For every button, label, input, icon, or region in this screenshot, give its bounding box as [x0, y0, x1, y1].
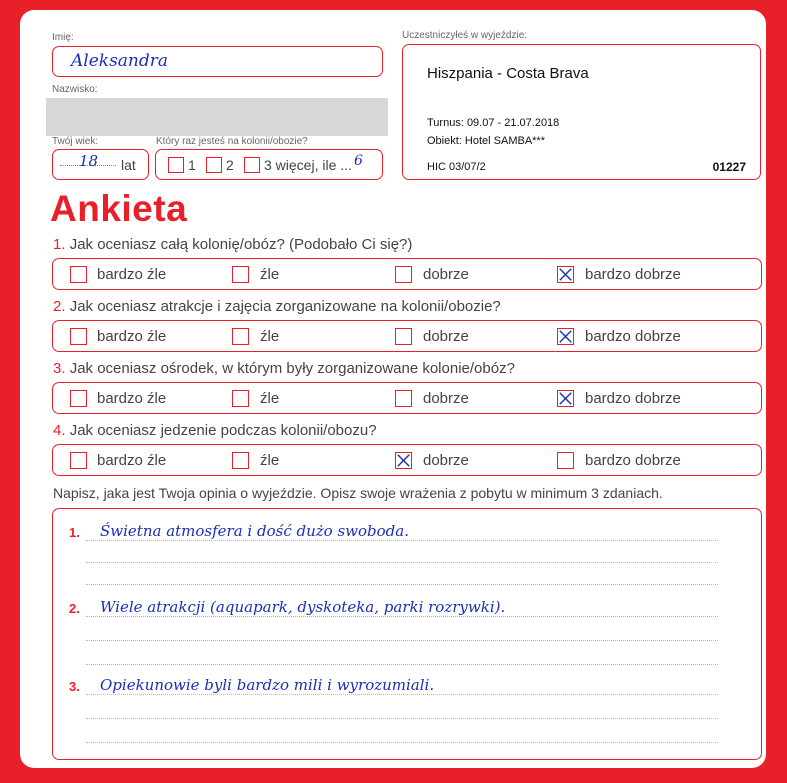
times-option-1: 1: [188, 157, 196, 173]
checkbox-dobrze-checked[interactable]: [395, 452, 412, 469]
checkbox-bardzo-zle[interactable]: [70, 390, 87, 407]
answer-label-bardzo-zle: bardzo źle: [97, 266, 167, 283]
checkbox-dobrze[interactable]: [395, 266, 412, 283]
answer-label-dobrze: dobrze: [423, 328, 469, 345]
trip-code: HIC 03/07/2: [427, 161, 486, 173]
writing-line: [86, 664, 718, 665]
opinion-number: 1.: [69, 525, 80, 540]
checkbox-bardzo-dobrze-checked[interactable]: [557, 266, 574, 283]
answer-label-dobrze: dobrze: [423, 266, 469, 283]
surname-label: Nazwisko:: [52, 84, 98, 95]
trip-number: 01227: [712, 160, 746, 174]
answer-label-zle: źle: [260, 328, 280, 345]
question-number: 4.: [53, 422, 66, 439]
opinion-prompt: Napisz, jaka jest Twoja opinia o wyjeździe. Opisz swoje wrażenia z pobytu w minimum 3 zdaniach.: [53, 485, 663, 501]
checkbox-bardzo-zle[interactable]: [70, 266, 87, 283]
question-number: 1.: [53, 236, 66, 253]
name-value: Aleksandra: [71, 51, 169, 71]
checkbox-bardzo-dobrze-checked[interactable]: [557, 390, 574, 407]
answer-label-bardzo-dobrze: bardzo dobrze: [585, 266, 681, 283]
opinion-text: Wiele atrakcji (aquapark, dyskoteka, parki rozrywki).: [100, 598, 506, 616]
writing-line: [86, 640, 718, 641]
checkbox-zle[interactable]: [232, 328, 249, 345]
checkbox-bardzo-zle[interactable]: [70, 328, 87, 345]
writing-line: [86, 616, 718, 617]
age-value: 18: [79, 152, 99, 170]
writing-line: [86, 562, 718, 563]
question-text: Jak oceniasz jedzenie podczas kolonii/obozu?: [69, 422, 377, 439]
answer-label-zle: źle: [260, 266, 280, 283]
question-text: Jak oceniasz ośrodek, w którym były zorganizowane kolonie/obóz?: [69, 360, 515, 377]
question-3: [53, 360, 515, 377]
answer-label-dobrze: dobrze: [423, 452, 469, 469]
times-checkbox-3[interactable]: [244, 157, 260, 173]
trip-turnus: Turnus: 09.07 - 21.07.2018: [427, 117, 560, 129]
opinion-text: Świetna atmosfera i dość dużo swoboda.: [100, 522, 409, 540]
checkbox-zle[interactable]: [232, 452, 249, 469]
times-option-3: 3 więcej, ile ...: [264, 157, 352, 173]
checkbox-zle[interactable]: [232, 266, 249, 283]
checkbox-zle[interactable]: [232, 390, 249, 407]
checkbox-bardzo-dobrze[interactable]: [557, 452, 574, 469]
checkbox-bardzo-zle[interactable]: [70, 452, 87, 469]
age-field[interactable]: [52, 149, 149, 180]
trip-destination: Hiszpania - Costa Brava: [427, 65, 589, 82]
answer-label-zle: źle: [260, 390, 280, 407]
times-value: 6: [354, 153, 363, 169]
writing-line: [86, 584, 718, 585]
times-label: Który raz jesteś na kolonii/obozie?: [156, 136, 308, 147]
opinion-text: Opiekunowie byli bardzo mili i wyrozumiali.: [100, 676, 435, 694]
surname-redacted: [46, 98, 388, 136]
checkbox-dobrze[interactable]: [395, 328, 412, 345]
question-text: Jak oceniasz atrakcje i zajęcia zorganizowane na kolonii/obozie?: [69, 298, 501, 315]
times-checkbox-2[interactable]: [206, 157, 222, 173]
age-label: Twój wiek:: [52, 136, 99, 147]
trip-box: [402, 44, 761, 180]
checkbox-bardzo-dobrze-checked[interactable]: [557, 328, 574, 345]
answer-label-bardzo-dobrze: bardzo dobrze: [585, 452, 681, 469]
writing-line: [86, 742, 718, 743]
question-2: [53, 298, 501, 315]
page-title: Ankieta: [50, 188, 188, 229]
answer-label-bardzo-dobrze: bardzo dobrze: [585, 390, 681, 407]
opinion-number: 3.: [69, 679, 80, 694]
answer-label-bardzo-zle: bardzo źle: [97, 328, 167, 345]
writing-line: [86, 718, 718, 719]
question-4: [53, 422, 377, 439]
times-option-2: 2: [226, 157, 234, 173]
answer-label-bardzo-zle: bardzo źle: [97, 452, 167, 469]
writing-line: [86, 694, 718, 695]
question-1: [53, 236, 412, 253]
checkbox-dobrze[interactable]: [395, 390, 412, 407]
age-unit: lat: [121, 157, 136, 173]
name-field[interactable]: [52, 46, 383, 77]
opinion-number: 2.: [69, 601, 80, 616]
trip-obiekt: Obiekt: Hotel SAMBA***: [427, 135, 545, 147]
answer-label-dobrze: dobrze: [423, 390, 469, 407]
times-field: [155, 149, 383, 180]
name-label: Imię:: [52, 32, 74, 43]
question-number: 3.: [53, 360, 66, 377]
writing-line: [86, 540, 718, 541]
answer-label-zle: źle: [260, 452, 280, 469]
answer-label-bardzo-zle: bardzo źle: [97, 390, 167, 407]
question-text: Jak oceniasz całą kolonię/obóz? (Podobało Ci się?): [69, 236, 413, 253]
opinion-box[interactable]: [52, 508, 762, 760]
survey-sheet: [20, 10, 766, 768]
question-number: 2.: [53, 298, 66, 315]
times-checkbox-1[interactable]: [168, 157, 184, 173]
answer-label-bardzo-dobrze: bardzo dobrze: [585, 328, 681, 345]
trip-label: Uczestniczyłeś w wyjeździe:: [402, 30, 528, 41]
